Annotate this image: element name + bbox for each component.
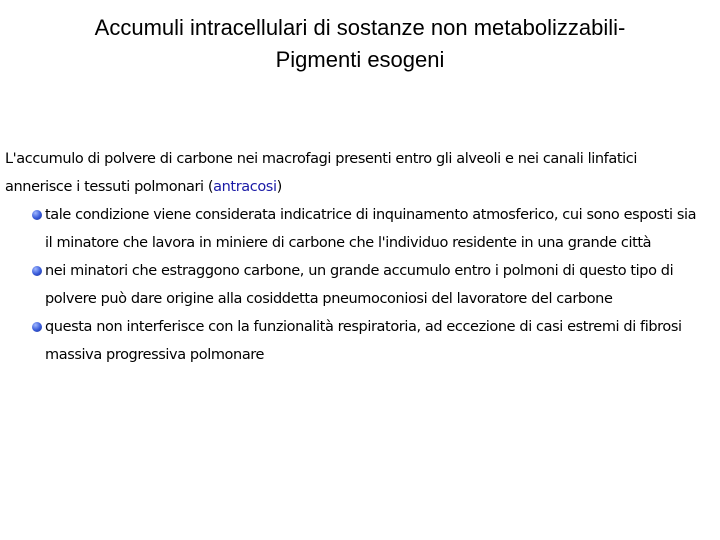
bullet-icon bbox=[32, 210, 42, 220]
bullet-text: questa non interferisce con la funzionalità respiratoria, ad eccezione di casi estremi di fibrosi massiva progressiva polmonare bbox=[45, 319, 682, 363]
bullet-list bbox=[5, 201, 705, 369]
list-item bbox=[5, 201, 705, 257]
bullet-text: tale condizione viene considerata indicatrice di inquinamento atmosferico, cui sono esposti sia il minatore che lavora in miniere di carbone che l'individuo residente in una grande città bbox=[45, 207, 697, 251]
intro-text: L'accumulo di polvere di carbone nei macrofagi presenti entro gli alveoli e nei canali linfatici annerisce i tessuti polmonari ( bbox=[5, 151, 637, 195]
bullet-icon bbox=[32, 266, 42, 276]
slide-content bbox=[5, 145, 705, 369]
bullet-text: nei minatori che estraggono carbone, un grande accumulo entro i polmoni di questo tipo di polvere può dare origine alla cosiddetta pneumoconiosi del lavoratore del carbone bbox=[45, 263, 674, 307]
slide-title bbox=[20, 12, 700, 76]
list-item bbox=[5, 313, 705, 369]
slide-title-line-1: Accumuli intracellulari di sostanze non metabolizzabili- bbox=[94, 15, 626, 40]
bullet-icon bbox=[32, 322, 42, 332]
slide-title-line-2: Pigmenti esogeni bbox=[275, 47, 445, 72]
intro-paragraph bbox=[5, 145, 705, 201]
intro-text-end: ) bbox=[276, 179, 282, 195]
antracosi-link[interactable]: antracosi bbox=[213, 179, 277, 195]
list-item bbox=[5, 257, 705, 313]
